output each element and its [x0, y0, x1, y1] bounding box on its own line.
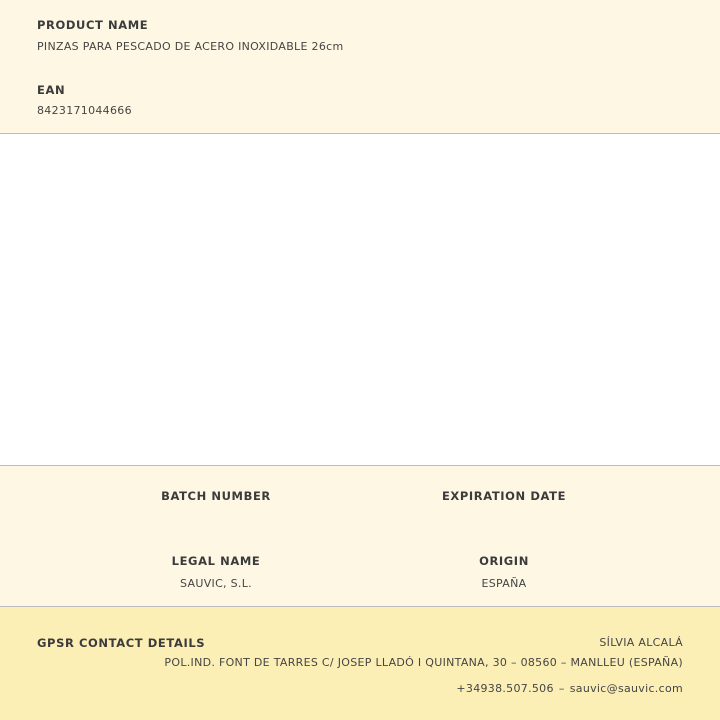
contact-address: POL.IND. FONT DE TARRES C/ JOSEP LLADÓ I QUINTANA, 30 – 08560 – MANLLEU (ESPAÑA)	[164, 656, 683, 669]
blank-area	[0, 134, 720, 465]
batch-number-label: BATCH NUMBER	[161, 489, 271, 503]
gpsr-contact-section	[0, 607, 720, 720]
legal-name-label: LEGAL NAME	[171, 554, 261, 568]
origin-cell	[374, 550, 634, 590]
contact-phone: +34938.507.506	[456, 682, 554, 695]
origin-value: ESPAÑA	[481, 577, 527, 590]
expiration-date-label: EXPIRATION DATE	[441, 489, 567, 503]
contact-separator: –	[558, 682, 565, 695]
gpsr-contact-label: GPSR CONTACT DETAILS	[37, 636, 206, 650]
batch-number-cell	[86, 485, 346, 512]
ean-value: 8423171044666	[37, 104, 132, 117]
contact-name: SÍLVIA ALCALÁ	[599, 636, 683, 649]
origin-label: ORIGIN	[479, 554, 529, 568]
product-info-section	[0, 0, 720, 134]
product-details-section	[0, 465, 720, 607]
expiration-date-cell	[374, 485, 634, 512]
product-name-label: PRODUCT NAME	[37, 18, 149, 32]
contact-phone-email	[456, 677, 683, 696]
contact-email[interactable]: sauvic@sauvic.com	[569, 682, 683, 695]
legal-name-value: SAUVIC, S.L.	[180, 577, 252, 590]
ean-label: EAN	[37, 83, 66, 97]
legal-name-cell	[86, 550, 346, 590]
product-name-value: PINZAS PARA PESCADO DE ACERO INOXIDABLE 26cm	[37, 40, 344, 53]
